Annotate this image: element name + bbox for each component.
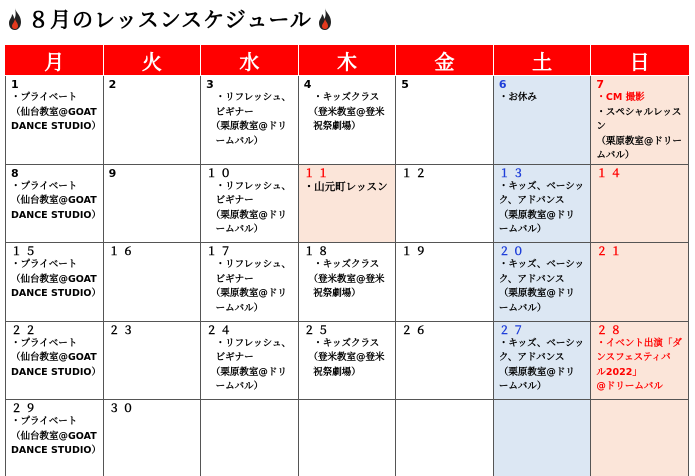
day-number: ３０ <box>108 402 137 415</box>
weekday-header-sat: 土 <box>493 46 591 76</box>
day-number: 2 <box>108 78 120 91</box>
day-cell <box>396 76 494 165</box>
day-number: １２ <box>401 166 430 180</box>
day-number: ２６ <box>401 323 430 337</box>
day-cell <box>396 243 494 322</box>
weekday-header-tue: 火 <box>103 46 201 76</box>
day-schedule: ・プライベート （仙台教室@GOAT DANCE STUDIO） <box>11 259 101 299</box>
week-row <box>6 243 689 322</box>
day-number: 8 <box>11 166 22 180</box>
day-number: １８ <box>303 245 332 258</box>
day-number: 5 <box>401 78 412 91</box>
day-number: ２７ <box>498 323 527 337</box>
day-number: 6 <box>498 78 510 91</box>
day-cell <box>6 243 104 322</box>
day-schedule-highlight: ・イベント出演「ダ ンスフェスティバ ル2022」 @ドリームバル <box>596 337 682 392</box>
day-schedule: ・プライベート （仙台教室@GOAT DANCE STUDIO） <box>11 180 101 221</box>
day-cell <box>6 76 104 165</box>
weekday-header-fri: 金 <box>396 46 494 76</box>
title-bar <box>6 4 334 34</box>
day-number: 1 <box>11 78 22 91</box>
weekday-header-mon: 月 <box>6 46 104 76</box>
day-cell <box>298 243 396 322</box>
day-number: １５ <box>11 245 39 258</box>
day-cell-empty <box>493 400 591 476</box>
day-cell-saturday <box>493 321 591 400</box>
flame-icon <box>6 7 24 31</box>
day-cell <box>103 164 201 243</box>
day-schedule: ・プライベート （仙台教室@GOAT DANCE STUDIO） <box>11 337 101 378</box>
day-number: ２５ <box>303 323 332 337</box>
day-schedule: ・キッズ、ベーシッ ク、アドバンス （栗原教室@ドリ ームバル） <box>498 337 585 392</box>
day-number: １０ <box>206 166 235 180</box>
flame-icon <box>316 7 334 31</box>
day-schedule: ・キッズクラス （登米教室@登米 祝祭劇場） <box>313 259 385 299</box>
week-row <box>6 164 689 243</box>
day-cell-sunday <box>591 76 689 165</box>
day-cell <box>103 76 201 165</box>
day-cell-empty <box>396 400 494 476</box>
day-cell <box>201 243 299 322</box>
day-cell <box>201 321 299 400</box>
day-schedule: ・リフレッシュ、 ビギナー （栗原教室@ドリ ームバル） <box>215 180 291 235</box>
day-schedule: ・プライベート （仙台教室@GOAT DANCE STUDIO） <box>11 416 101 456</box>
day-schedule: ・リフレッシュ、 ビギナー （栗原教室@ドリ ームバル） <box>215 92 291 147</box>
week-row <box>6 76 689 165</box>
weekday-header-wed: 水 <box>201 46 299 76</box>
day-cell-empty <box>298 400 396 476</box>
day-schedule: ・スペシャルレッスン （栗原教室@ドリー ムバル） <box>596 106 682 161</box>
day-schedule: ・お休み <box>498 92 537 103</box>
day-cell <box>396 321 494 400</box>
day-number: 3 <box>206 78 217 91</box>
day-number: 9 <box>108 166 120 180</box>
day-cell-holiday <box>298 164 396 243</box>
day-number: ２９ <box>11 402 39 415</box>
day-cell <box>6 321 104 400</box>
day-cell <box>201 76 299 165</box>
day-cell <box>6 400 104 476</box>
day-schedule: ・山元町レッスン <box>303 180 388 193</box>
day-schedule: ・キッズクラス （登米教室@登米 祝祭劇場） <box>313 337 385 378</box>
week-row <box>6 400 689 476</box>
day-cell-sunday <box>591 164 689 243</box>
day-number: ２３ <box>108 323 137 337</box>
day-cell-saturday <box>493 76 591 165</box>
day-cell-sunday <box>591 243 689 322</box>
day-number: ２８ <box>596 323 625 337</box>
page-title: ８月のレッスンスケジュール <box>28 8 312 32</box>
week-row <box>6 321 689 400</box>
day-number: ２１ <box>596 245 625 258</box>
day-schedule: ・キッズクラス （登米教室@登米 祝祭劇場） <box>313 92 385 132</box>
day-number: ２０ <box>498 245 527 258</box>
day-cell-empty <box>591 400 689 476</box>
day-cell <box>201 164 299 243</box>
day-schedule: ・キッズ、ベーシッ ク、アドバンス （栗原教室@ドリ ームバル） <box>498 180 585 235</box>
day-number: 7 <box>596 78 608 91</box>
day-schedule: ・リフレッシュ、 ビギナー （栗原教室@ドリ ームバル） <box>215 259 291 314</box>
weekday-header-thu: 木 <box>298 46 396 76</box>
day-schedule: ・プライベート （仙台教室@GOAT DANCE STUDIO） <box>11 92 101 132</box>
schedule-calendar <box>5 45 689 476</box>
day-number: １６ <box>108 245 137 258</box>
day-cell <box>298 321 396 400</box>
day-cell-empty <box>201 400 299 476</box>
weekday-header-row <box>6 46 689 76</box>
day-number: １３ <box>498 166 527 180</box>
day-cell-saturday <box>493 243 591 322</box>
day-number: １７ <box>206 245 235 258</box>
day-number: １１ <box>303 166 332 180</box>
day-schedule: ・キッズ、ベーシッ ク、アドバンス （栗原教室@ドリ ームバル） <box>498 259 585 314</box>
day-cell <box>103 243 201 322</box>
weekday-header-sun: 日 <box>591 46 689 76</box>
day-cell <box>103 400 201 476</box>
day-cell-saturday <box>493 164 591 243</box>
day-cell-sunday <box>591 321 689 400</box>
day-cell <box>103 321 201 400</box>
day-number: 4 <box>303 78 315 91</box>
day-cell <box>6 164 104 243</box>
day-number: ２２ <box>11 323 39 337</box>
day-schedule: ・リフレッシュ、 ビギナー （栗原教室@ドリ ームバル） <box>215 337 291 392</box>
day-number: ２４ <box>206 323 235 337</box>
day-cell <box>298 76 396 165</box>
day-number: １９ <box>401 245 430 258</box>
day-number: １４ <box>596 166 625 180</box>
day-schedule-highlight: ・CM 撮影 <box>596 92 645 103</box>
day-cell <box>396 164 494 243</box>
